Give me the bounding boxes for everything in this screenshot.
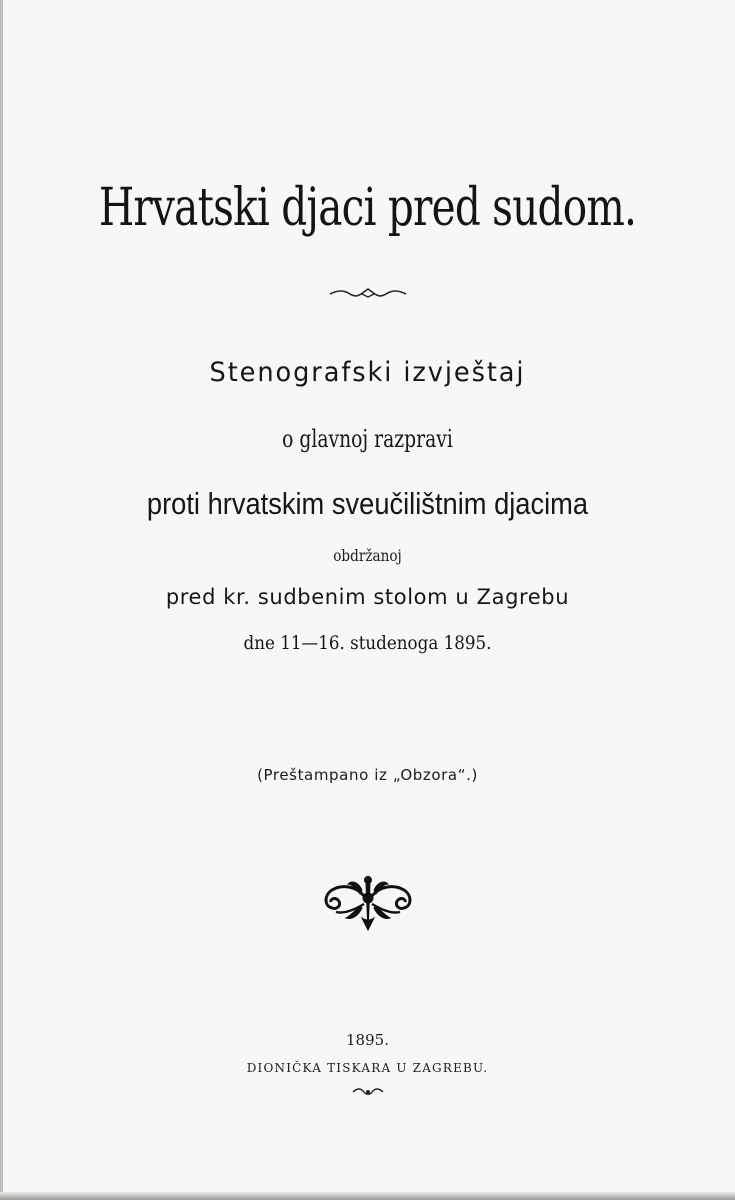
subtitle-line-1: Stenografski izvještaj [209,357,526,388]
subtitle-line-4: obdržanoj [333,546,402,565]
imprint-year: 1895. [346,1031,389,1049]
subtitle-line-2: o glavnoj razpravi [282,425,453,453]
subtitle-line-5: pred kr. sudbenim stolom u Zagrebu [165,585,570,609]
page-bottom-edge [0,1192,735,1200]
imprint-printer: DIONIČKA TISKARA U ZAGREBU. [246,1061,489,1075]
small-ornament-icon [0,1085,735,1101]
fleuron-icon [0,870,735,940]
decorative-rule-icon [0,283,735,303]
subtitle-line-3: proti hrvatskim sveučilištnim djacima [146,486,589,521]
subtitle-line-6: dne 11—16. studenoga 1895. [243,632,492,654]
reprint-note: (Preštampano iz „Obzora“.) [257,766,478,784]
page-title: Hrvatski djaci pred sudom. [98,178,637,238]
